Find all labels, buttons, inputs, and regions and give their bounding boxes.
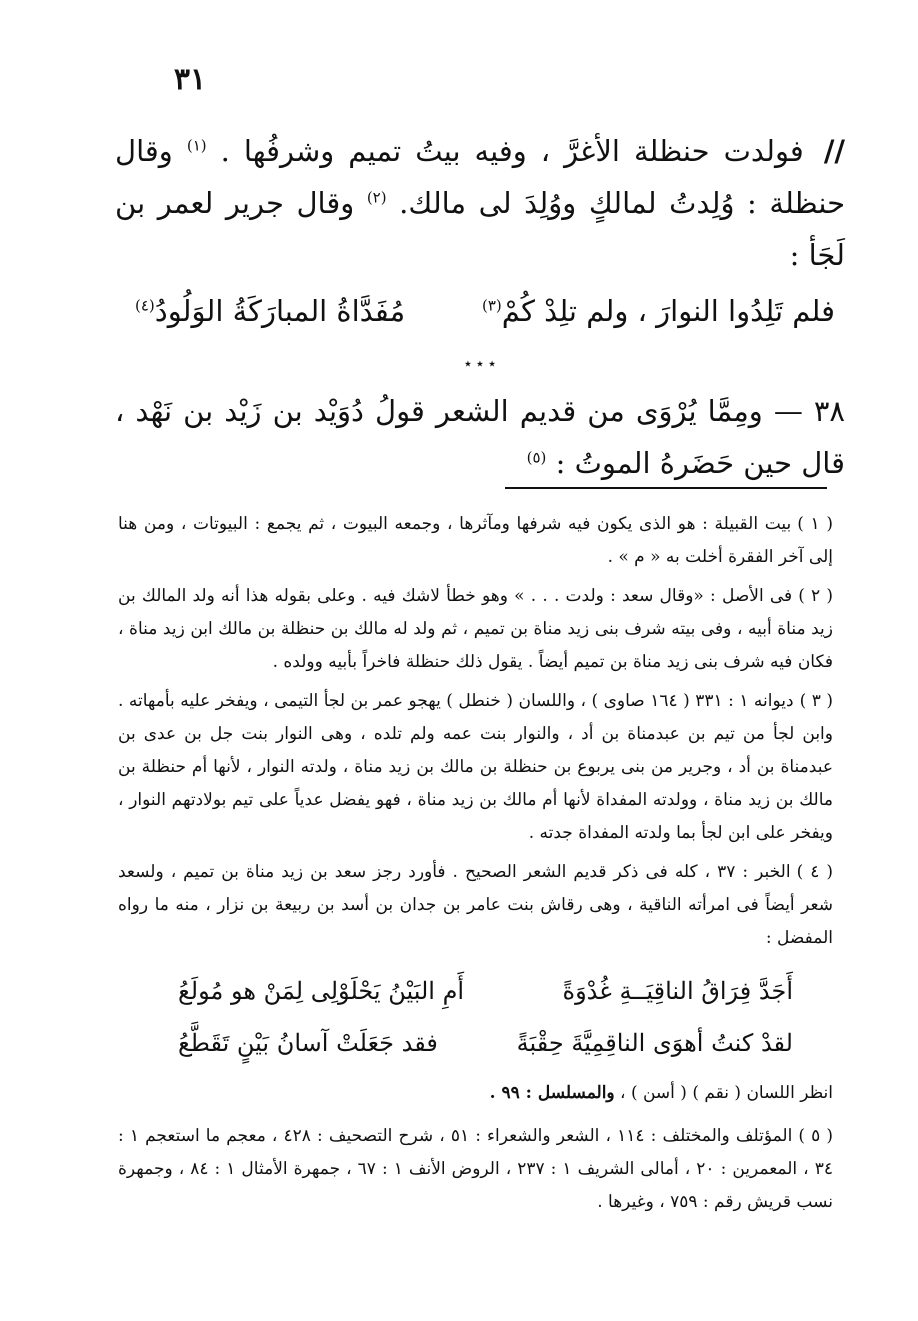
footnote-number: ( ٢ ) [798,586,834,606]
footnote-2 [118,580,833,679]
footnote-3 [118,685,833,850]
footnote-number: ( ٣ ) [799,691,833,711]
reference-text-bold: والمسلسل : ٩٩ . [489,1083,615,1103]
footnote-number: ( ٥ ) [798,1126,833,1146]
verse-hemistich: أَجَدَّ فِرَاقُ الناقِيَــةِ غُدْوَةً [562,977,793,1005]
footnote-4 [118,856,833,955]
footnote-5 [118,1120,833,1219]
margin-marks: // [823,134,846,168]
footnote-ref-2[interactable]: (٢) [366,188,387,207]
footnote-number: ( ٤ ) [796,862,834,882]
footnotes [118,508,833,1225]
footnote-ref-3[interactable]: (٣) [482,296,502,315]
footnote-text: المؤتلف والمختلف : ١١٤ ، الشعر والشعراء : ٥١ ، شرح التصحيف : ٤٢٨ ، معجم ما استعجم ١ : ٣٤ ، المعمرين : ٢٠ ، أمالى الشريف ١ : ٢٣٧ ، الروض الأنف ١ : ٦٧ ، جمهرة الأمثال ١ : ٨٤ ، وجمهرة نسب قريش رقم : ٧٥٩ ، وغيرها . [118,1126,833,1212]
footnote-text: الخبر : ٣٧ ، كله فى ذكر قديم الشعر الصحيح . فأورد رجز سعد بن زيد مناة بن تميم ، ولسعد شعر أيضاً فى امرأته الناقية ، وهى رقاش بنت عامر بن جدان بن أسد بن ربيعة بن نزار ، منه ما رواه المفضل : [118,862,833,948]
footnote-ref-1[interactable]: (١) [186,136,207,155]
verse-second-hemistich [135,285,405,337]
footnote-ref-5[interactable]: (٥) [526,448,547,467]
paragraph-38-text: ٣٨ — ومِمَّا يُرْوَى من قديم الشعر قولُ دُوَيْد بن زَيْد بن نَهْد ، قال حين حَضَرهُ الموتُ : [115,394,845,480]
footnote-1 [118,508,833,574]
paragraph-1-text-c: وقال جرير لعمر بن لَجَأ : [115,186,845,272]
footnote-text: بيت القبيلة : هو الذى يكون فيه شرفها ومآثرها ، وجمعه البيوت ، ثم يجمع : البيوتات ، ومن هنا إلى آخر الفقرة أخلت به « م » . [118,514,833,567]
main-text [115,125,845,489]
paragraph-38 [115,385,845,489]
verse-line [178,965,793,1017]
footnote-ref-4[interactable]: (٤) [135,296,155,315]
verse-line [178,1017,793,1069]
verse-first-hemistich [482,285,835,337]
verse-second-text: مُفَدَّاةُ المبارَكَةُ الوَلُودُ [154,294,406,328]
page-number: ٣١ [173,62,207,97]
footnote-text: فى الأصل : «وقال سعد : ولدت . . . » وهو خطأ لاشك فيه . وعلى بقوله هذا أنه ولد المالك بن زيد مناة أبيه ، وفى بيته شرف بنى زيد مناة بن تميم ، ثم ولد له مالك بن حنظلة بن مالك ابن زيد مناة ، فكان فيه شرف بنى زيد مناة بن تميم أيضاً . يقول ذلك حنظلة فاخراً بأبيه وولده . [118,586,833,672]
paragraph-1 [115,125,845,281]
verse-hemistich: لقدْ كنتُ أهوَى الناقِمِيَّةَ حِقْبَةً [516,1029,793,1057]
paragraph-1-text-b: وقال حنظلة : وُلِدتُ لمالكٍ ووُلِدَ لى مالك. [115,134,846,220]
footnote-divider [505,487,827,489]
footnote-text: ديوانه ١ : ٣٣١ ( ١٦٤ صاوى ) ، واللسان ( خنطل ) يهجو عمر بن لجأ التيمى ، ويفخر عليه بأمهاته . وابن لجأ من تيم بن عبدمناة بن أد ، والنوار بنت عمه ولم تلده ، وهى النوار بنت جل بن عدى بن عبدمناة بن أد ، وجرير من بنى يربوع بن حنظلة بن مالك بن زيد مناة ، ولدته النوار ، لأنها أم حنظلة بن مالك بن زيد مناة ، وولدته المفداة لأنها أم مالك بن زيد مناة ، فهو يفضل عدياً على تيم بولادتهم النوار ، ويفخر على ابن لجأ بما ولدته المفداة جدته . [118,691,833,843]
verse-hemistich: فقد جَعَلَتْ آسانُ بَيْنٍ تَقَطَّعُ [178,1029,438,1057]
footnote-4-reference [118,1077,833,1110]
verse-first-text: فلم تَلِدُوا النوارَ ، ولم تلِدْ كُمْ [501,294,835,328]
footnote-number: ( ١ ) [797,514,833,534]
footnote-4-verses [178,965,793,1069]
reference-text: انظر اللسان ( نقم ) ( أسن ) ، [620,1083,833,1103]
section-ornament: ٭ ٭ ٭ [464,356,496,372]
paragraph-1-text: فولدت حنظلة الأغرَّ ، وفيه بيتُ تميم وشرفُها . [220,134,804,168]
verse-line [115,285,845,337]
verse-hemistich: أَمِ البَيْنُ يَحْلَوْلِى لِمَنْ هو مُولَعُ [178,977,465,1005]
